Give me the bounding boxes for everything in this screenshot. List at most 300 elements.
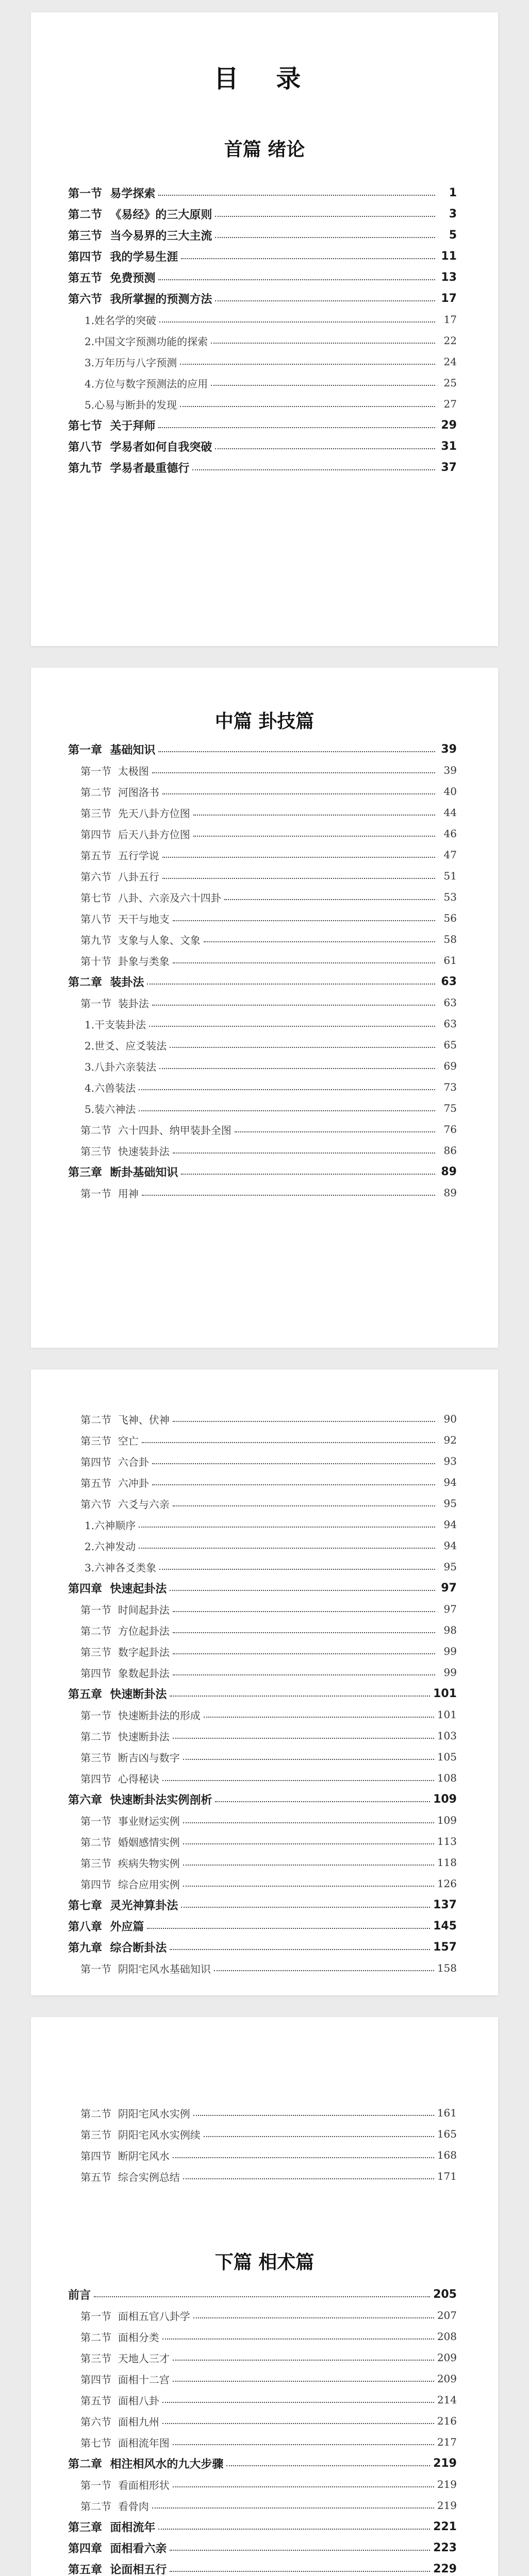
toc-entry[interactable] [31,1494,498,1513]
dot-leader [173,1421,435,1422]
toc-entry-title: 第七节 八卦、六亲及六十四卦 [80,891,221,904]
part-heading: 首篇 绪论 [224,139,305,160]
toc-entry-page-number: 5 [449,228,457,242]
dot-leader [215,237,435,238]
toc-entry-title: 第二节 河图洛书 [80,786,159,799]
toc-entry-title: 第七节 面相流年图 [80,2436,170,2449]
toc-entry-title: 第六节 八卦五行 [80,870,159,883]
dot-leader [170,1696,430,1697]
toc-entry[interactable] [31,1790,498,1808]
toc-entry-page-number: 76 [443,1123,457,1136]
dot-leader [215,1801,430,1802]
dot-leader [180,364,435,365]
dot-leader [215,448,435,449]
toc-entry-page-number: 126 [437,1877,457,1890]
toc-entry-title: 第六节 面相九州 [80,2415,159,2428]
toc-entry[interactable] [31,1642,498,1660]
toc-entry-page-number: 44 [443,806,457,819]
dot-leader [94,2296,430,2297]
toc-entry[interactable] [31,1748,498,1766]
toc-entry-title: 第四章 快速起卦法 [68,1582,167,1596]
toc-entry[interactable] [31,824,498,843]
toc-entry-title: 第十节 卦象与类象 [80,955,170,968]
toc-entry[interactable] [31,331,498,350]
toc-entry-page-number: 205 [433,2287,457,2301]
toc-entry-page-number: 95 [443,1497,457,1510]
toc-entry[interactable] [31,1917,498,1935]
toc-entry-page-number: 63 [441,975,457,988]
toc-entry-page-number: 24 [443,355,457,368]
toc-entry-title: 第一章 基础知识 [68,743,156,757]
toc-entry-page-number: 219 [433,2456,457,2470]
toc-entry[interactable] [31,1579,498,1597]
toc-entry[interactable] [31,1811,498,1829]
toc-entry-page-number: 219 [437,2499,457,2512]
toc-entry[interactable] [31,2167,498,2185]
dot-leader [211,385,435,386]
toc-entry[interactable] [31,1726,498,1745]
toc-entry-title: 第八节 天干与地支 [80,912,170,925]
toc-entry[interactable] [31,761,498,779]
toc-entry-title: 第九节 支象与人象、文象 [80,934,201,946]
toc-entry-page-number: 168 [437,2149,457,2161]
toc-entry-title: 第八章 外应篇 [68,1920,144,1934]
toc-entry-page-number: 94 [443,1476,457,1488]
dot-leader [159,321,435,323]
toc-entry-page-number: 17 [441,292,457,305]
toc-entry-title: 第四节 面相十二宫 [80,2373,170,2386]
toc-entry-page-number: 101 [433,1687,457,1700]
toc-entry-title: 第一节 面相五官八卦学 [80,2310,190,2323]
toc-page-4 [31,2017,498,2576]
toc-entry[interactable] [31,352,498,371]
toc-entry[interactable] [31,972,498,991]
dot-leader [173,2444,434,2445]
toc-entry[interactable] [31,1895,498,1914]
toc-entry-title: 第三节 快速装卦法 [80,1145,170,1158]
toc-entry[interactable] [31,1853,498,1872]
toc-entry-title: 3.八卦六亲装法 [85,1060,157,1073]
toc-entry-page-number: 13 [441,270,457,284]
dot-leader [215,300,435,301]
toc-entry-title: 第一节 时间起卦法 [80,1603,170,1616]
toc-entry[interactable] [31,1014,498,1033]
toc-entry-title: 第三节 先天八卦方位图 [80,807,190,820]
toc-entry-title: 第六章 快速断卦法实例剖析 [68,1793,212,1807]
toc-entry[interactable] [31,2454,498,2472]
toc-entry-page-number: 137 [433,1898,457,1911]
toc-entry-title: 第六节 我所掌握的预测方法 [68,293,212,306]
toc-entry-page-number: 90 [443,1413,457,1425]
dot-leader [204,2136,434,2137]
toc-entry[interactable] [31,2433,498,2451]
dot-leader [173,2157,434,2158]
dot-leader [173,1653,435,1654]
toc-entry-page-number: 99 [443,1666,457,1679]
toc-entry-title: 第四节 六合卦 [80,1455,149,1468]
toc-entry[interactable] [31,1874,498,1893]
dot-leader [235,1131,435,1132]
dot-leader [204,941,435,942]
toc-entry-title: 第二章 装卦法 [68,976,144,989]
dot-leader [181,1907,430,1908]
toc-entry[interactable] [31,2475,498,2494]
dot-leader [162,2338,434,2340]
toc-entry[interactable] [31,993,498,1012]
toc-entry-title: 1.六神顺序 [85,1519,136,1532]
toc-entry-title: 4.六兽装法 [85,1081,136,1094]
toc-entry-page-number: 103 [437,1730,457,1742]
toc-entry-title: 第三章 断卦基础知识 [68,1166,178,1179]
toc-entry-page-number: 229 [433,2562,457,2575]
toc-entry-title: 第一节 用神 [80,1187,139,1200]
toc-entry-title: 第七节 关于拜师 [68,419,156,433]
dot-leader [147,1928,430,1929]
toc-entry[interactable] [31,1431,498,1449]
toc-entry[interactable] [31,1663,498,1682]
toc-entry-page-number: 214 [437,2394,457,2406]
dot-leader [183,1865,434,1866]
toc-entry-page-number: 92 [443,1434,457,1446]
toc-entry-title: 第一节 看面相形状 [80,2479,170,2492]
toc-entry[interactable] [31,1162,498,1181]
toc-entry[interactable] [31,289,498,308]
toc-page-2 [31,668,498,1348]
toc-entry-title: 前言 [68,2289,91,2302]
toc-entry-title: 第一节 阴阳宅风水基础知识 [80,1962,211,1975]
toc-entry[interactable] [31,1621,498,1639]
dot-leader [215,216,435,217]
dot-leader [158,195,435,196]
toc-entry-page-number: 145 [433,1919,457,1933]
dot-leader [162,1780,434,1781]
toc-entry-page-number: 11 [441,249,457,263]
toc-entry[interactable] [31,1141,498,1160]
toc-entry-title: 第五节 面相八卦 [80,2394,159,2407]
toc-entry-title: 2.六神发动 [85,1540,136,1553]
toc-entry-page-number: 58 [443,933,457,945]
toc-entry-page-number: 109 [437,1814,457,1826]
toc-entry-title: 第四章 面相看六亲 [68,2542,167,2555]
toc-entry[interactable] [31,226,498,244]
toc-entry-page-number: 209 [437,2372,457,2385]
part-heading: 中篇 卦技篇 [214,711,315,732]
toc-entry-page-number: 46 [443,827,457,840]
toc-entry-page-number: 109 [433,1792,457,1806]
dot-leader [170,1949,430,1950]
toc-entry-page-number: 86 [443,1144,457,1157]
toc-entry-page-number: 37 [441,461,457,474]
dot-leader [193,2115,434,2116]
toc-entry[interactable] [31,1705,498,1724]
toc-entry[interactable] [31,205,498,223]
toc-entry-title: 第三节 空亡 [80,1434,139,1447]
dot-leader [162,2423,434,2424]
dot-leader [173,1632,435,1633]
toc-entry-page-number: 108 [437,1772,457,1784]
toc-entry-title: 第四节 后天八卦方位图 [80,828,190,841]
toc-entry-page-number: 113 [437,1835,457,1848]
toc-entry-title: 第六节 六爻与六亲 [80,1498,170,1511]
toc-entry[interactable] [31,1078,498,1096]
dot-leader [149,1026,435,1027]
toc-entry-page-number: 216 [437,2415,457,2427]
toc-entry-page-number: 97 [443,1603,457,1615]
toc-entry-title: 第五章 快速断卦法 [68,1688,167,1701]
toc-entry-page-number: 94 [443,1539,457,1552]
dot-leader [192,469,435,470]
dot-leader [226,2465,430,2466]
toc-entry[interactable] [31,1515,498,1534]
toc-entry[interactable] [31,2538,498,2557]
dot-leader [158,427,435,428]
toc-entry[interactable] [31,1099,498,1117]
toc-entry-title: 5.装六神法 [85,1103,136,1115]
toc-entry-title: 第九节 学易者最重德行 [68,462,190,475]
dot-leader [170,2550,430,2551]
toc-entry-title: 第二节 《易经》的三大原则 [68,208,212,222]
toc-entry-title: 第三节 阴阳宅风水实例续 [80,2128,201,2141]
toc-entry-title: 第三节 天地人三才 [80,2352,170,2365]
toc-entry[interactable] [31,2327,498,2346]
dot-leader [183,1843,434,1844]
toc-entry[interactable] [31,395,498,413]
toc-entry[interactable] [31,1938,498,1956]
toc-entry[interactable] [31,2104,498,2122]
toc-entry-page-number: 3 [449,207,457,221]
toc-entry[interactable] [31,1473,498,1492]
toc-entry[interactable] [31,1036,498,1054]
toc-entry[interactable] [31,183,498,202]
toc-page-3 [31,1369,498,1995]
toc-entry-page-number: 101 [437,1708,457,1721]
toc-entry-title: 第一节 易学探索 [68,187,156,200]
toc-entry-page-number: 89 [443,1187,457,1199]
toc-entry-title: 第二节 快速断卦法 [80,1730,170,1743]
toc-entry-title: 第五节 免费预测 [68,272,156,285]
toc-entry-title: 2.中国文字预测功能的探索 [85,335,208,348]
dot-leader [139,1110,435,1111]
toc-entry[interactable] [31,310,498,329]
toc-entry[interactable] [31,1183,498,1202]
toc-entry-page-number: 40 [443,785,457,798]
toc-entry[interactable] [31,1600,498,1618]
dot-leader [159,1068,435,1069]
dot-leader [183,1886,434,1887]
dot-leader [159,1569,435,1570]
toc-entry-page-number: 223 [433,2541,457,2554]
dot-leader [181,258,435,259]
toc-entry-title: 第二节 六十四卦、纳甲装卦全图 [80,1124,232,1137]
toc-entry[interactable] [31,2496,498,2515]
toc-entry-page-number: 39 [441,742,457,756]
toc-entry[interactable] [31,458,498,477]
toc-entry-page-number: 47 [443,849,457,861]
toc-entry-page-number: 63 [443,1018,457,1030]
toc-entry-page-number: 31 [441,439,457,453]
dot-leader [162,857,435,858]
toc-entry-title: 4.方位与数字预测法的应用 [85,377,208,390]
toc-entry[interactable] [31,909,498,927]
dot-leader [139,1089,435,1090]
dot-leader [152,2507,434,2509]
dot-leader [173,1153,435,1154]
dot-leader [193,836,435,837]
toc-entry-page-number: 61 [443,954,457,967]
toc-entry[interactable] [31,1769,498,1787]
toc-entry[interactable] [31,888,498,906]
toc-entry-page-number: 27 [443,398,457,410]
toc-entry-title: 第五节 五行学说 [80,849,159,862]
toc-entry[interactable] [31,803,498,822]
toc-entry-title: 1.姓名学的突破 [85,314,157,327]
dot-leader [170,1590,435,1591]
toc-entry[interactable] [31,2348,498,2367]
toc-entry[interactable] [31,374,498,392]
dot-leader [173,2486,434,2487]
toc-entry-title: 第四节 我的学易生涯 [68,250,178,264]
toc-entry-title: 第九章 综合断卦法 [68,1941,167,1955]
toc-entry-title: 5.心易与断卦的发现 [85,398,177,411]
toc-entry[interactable] [31,2146,498,2164]
toc-entry-title: 第四节 断阴宅风水 [80,2149,170,2162]
toc-entry[interactable] [31,2125,498,2143]
toc-entry-title: 第二节 面相分类 [80,2331,159,2344]
toc-entry-page-number: 22 [443,334,457,347]
toc-entry[interactable] [31,1410,498,1428]
toc-entry-title: 第二节 看骨肉 [80,2500,149,2513]
toc-entry[interactable] [31,1684,498,1703]
toc-entry[interactable] [31,951,498,970]
toc-entry-title: 第四节 心得秘诀 [80,1772,159,1785]
toc-entry-page-number: 208 [437,2330,457,2343]
dot-leader [162,2402,434,2403]
part-heading: 下篇 相术篇 [214,2252,315,2273]
toc-entry[interactable] [31,2391,498,2409]
dot-leader [204,1717,434,1718]
dot-leader [152,1005,435,1006]
toc-entry-page-number: 93 [443,1455,457,1467]
toc-entry-page-number: 25 [443,377,457,389]
toc-entry-page-number: 118 [437,1856,457,1869]
toc-entry[interactable] [31,2306,498,2325]
dot-leader [173,2381,434,2382]
dot-leader [152,772,435,773]
toc-entry-page-number: 56 [443,912,457,924]
toc-entry[interactable] [31,437,498,455]
dot-leader [158,2529,430,2530]
dot-leader [173,1738,434,1739]
toc-entry-title: 第二节 方位起卦法 [80,1624,170,1637]
toc-entry[interactable] [31,1536,498,1555]
dot-leader [183,1822,434,1823]
toc-entry[interactable] [31,2560,498,2576]
dot-leader [173,920,435,921]
dot-leader [180,406,435,407]
toc-entry[interactable] [31,867,498,885]
toc-entry-page-number: 161 [437,2107,457,2119]
dot-leader [170,2571,430,2572]
toc-entry-page-number: 219 [437,2478,457,2490]
toc-entry-title: 3.万年历与八字预测 [85,356,177,369]
toc-entry[interactable] [31,1832,498,1851]
toc-entry-title: 2.世爻、应爻装法 [85,1039,167,1052]
toc-entry-page-number: 97 [441,1581,457,1595]
toc-entry-page-number: 89 [441,1165,457,1178]
toc-entry[interactable] [31,1452,498,1470]
toc-entry[interactable] [31,1959,498,1977]
dot-leader [142,1195,435,1196]
toc-entry-title: 第三节 断吉凶与数字 [80,1751,180,1764]
toc-entry[interactable] [31,2517,498,2536]
toc-entry[interactable] [31,416,498,434]
toc-entry-page-number: 217 [437,2436,457,2448]
dot-leader [158,279,435,280]
dot-leader [170,1047,435,1048]
toc-page-1 [31,12,498,646]
toc-entry[interactable] [31,2369,498,2388]
toc-entry-title: 第四节 象数起卦法 [80,1667,170,1680]
toc-entry-title: 第三节 当今易界的三大主流 [68,229,212,243]
toc-entry[interactable] [31,2285,498,2303]
toc-entry-page-number: 98 [443,1624,457,1636]
dot-leader [173,1674,435,1675]
toc-entry[interactable] [31,782,498,801]
toc-entry[interactable] [31,247,498,265]
toc-entry-title: 第一节 太极图 [80,765,149,777]
toc-entry-title: 第二节 飞神、伏神 [80,1413,170,1426]
toc-entry[interactable] [31,1557,498,1576]
dot-leader [173,1611,435,1612]
toc-entry-page-number: 65 [443,1039,457,1051]
dot-leader [173,2360,434,2361]
toc-entry-page-number: 95 [443,1561,457,1573]
toc-entry[interactable] [31,930,498,948]
toc-entry-title: 第一节 快速断卦法的形成 [80,1709,201,1722]
toc-entry-page-number: 51 [443,870,457,882]
toc-entry[interactable] [31,2412,498,2430]
toc-entry-page-number: 105 [437,1751,457,1763]
dot-leader [193,2317,434,2318]
toc-entry[interactable] [31,1120,498,1139]
toc-entry[interactable] [31,268,498,286]
toc-entry[interactable] [31,845,498,864]
toc-entry-page-number: 171 [437,2170,457,2182]
toc-entry-title: 第二节 阴阳宅风水实例 [80,2107,190,2120]
toc-entry-page-number: 99 [443,1645,457,1657]
toc-entry-title: 第一节 事业财运实例 [80,1815,180,1827]
dot-leader [193,815,435,816]
toc-entry-title: 第一节 装卦法 [80,997,149,1010]
toc-entry-page-number: 63 [443,996,457,1009]
dot-leader [142,1442,435,1443]
toc-entry-page-number: 53 [443,891,457,903]
dot-leader [173,962,435,963]
toc-entry[interactable] [31,740,498,758]
dot-leader [173,1505,435,1506]
toc-entry-title: 第五节 六冲卦 [80,1477,149,1489]
dot-leader [224,899,435,900]
dot-leader [183,2178,434,2179]
dot-leader [152,1484,435,1485]
toc-entry-page-number: 94 [443,1518,457,1531]
dot-leader [152,1463,435,1464]
toc-entry[interactable] [31,1057,498,1075]
toc-entry-title: 第三章 面相流年 [68,2521,156,2534]
dot-leader [147,984,435,985]
toc-entry-title: 第三节 疾病失物实例 [80,1857,180,1870]
toc-entry-title: 第二章 相注相风水的九大步骤 [68,2458,224,2471]
